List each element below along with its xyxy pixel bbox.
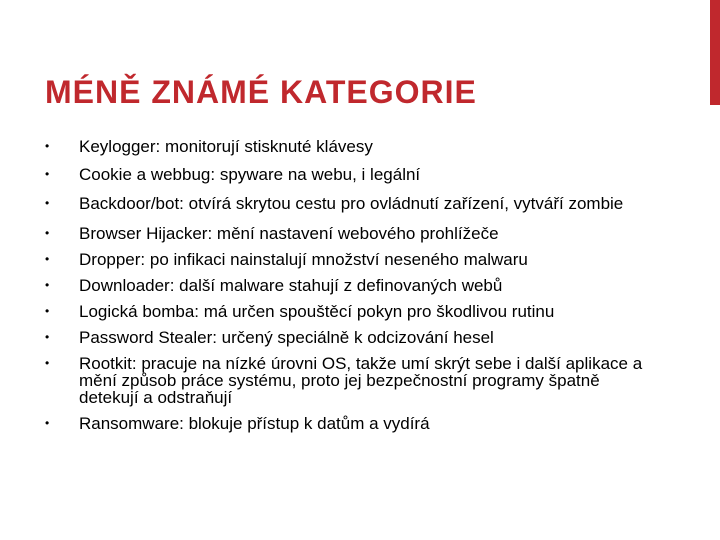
list-item — [45, 415, 655, 432]
list-item-text: Dropper: po infikaci nainstalují množství neseného malwaru — [79, 250, 528, 269]
list-item — [45, 329, 655, 346]
list-item — [45, 277, 655, 294]
list-item-text: Cookie a webbug: spyware na webu, i legální — [79, 165, 421, 184]
list-item — [45, 166, 655, 183]
list-item — [45, 138, 655, 155]
list-item-text: Downloader: další malware stahují z definovaných webů — [79, 276, 503, 295]
list-item — [45, 355, 655, 406]
list-item — [45, 195, 655, 212]
list-item-text: Browser Hijacker: mění nastavení webového prohlížeče — [79, 224, 499, 243]
list-item-text: Logická bomba: má určen spouštěcí pokyn pro škodlivou rutinu — [79, 302, 555, 321]
bullet-list — [45, 138, 655, 441]
bullet-icon: • — [45, 226, 50, 240]
list-item — [45, 251, 655, 268]
bullet-icon: • — [45, 167, 50, 181]
bullet-icon: • — [45, 416, 50, 430]
bullet-icon: • — [45, 139, 50, 153]
list-item-text: Backdoor/bot: otvírá skrytou cestu pro ovládnutí zařízení, vytváří zombie — [79, 194, 624, 213]
list-item — [45, 303, 655, 320]
list-item-text: Ransomware: blokuje přístup k datům a vydírá — [79, 414, 430, 433]
bullet-icon: • — [45, 252, 50, 266]
accent-bar — [710, 0, 720, 105]
list-item-text: Rootkit: pracuje na nízké úrovni OS, takže umí skrýt sebe i další aplikace a mění způsob práce systému, proto jej bezpečnostní programy špatně detekují a odstraňují — [79, 354, 643, 407]
list-item — [45, 225, 655, 242]
bullet-icon: • — [45, 330, 50, 344]
list-item-text: Password Stealer: určený speciálně k odcizování hesel — [79, 328, 494, 347]
slide-title: MÉNĚ ZNÁMÉ KATEGORIE — [45, 74, 477, 110]
bullet-icon: • — [45, 196, 50, 210]
bullet-icon: • — [45, 304, 50, 318]
list-item-text: Keylogger: monitorují stisknuté klávesy — [79, 137, 373, 156]
bullet-icon: • — [45, 356, 50, 370]
bullet-icon: • — [45, 278, 50, 292]
